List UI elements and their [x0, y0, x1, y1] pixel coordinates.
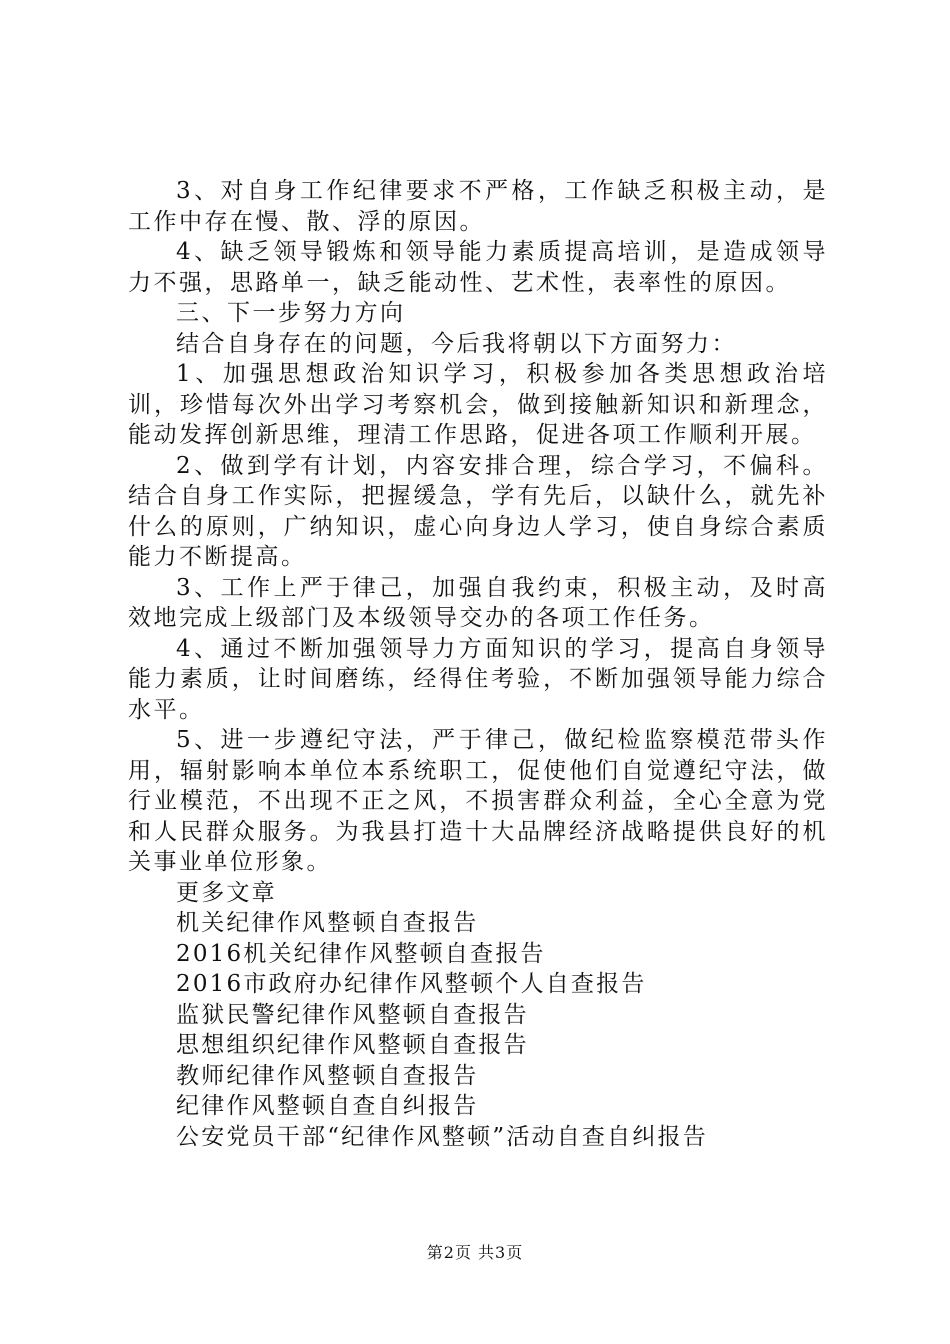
more-article-link[interactable]: 纪律作风整顿自查自纠报告: [176, 1093, 479, 1119]
paragraph-effort-2: 2、做到学有计划，内容安排合理，综合学习，不偏科。结合自身工作实际，把握缓急，学有先后，以缺什么，就先补什么的原则，广纳知识，虚心向身边人学习，使自身综合素质能力不断提高。: [128, 452, 828, 570]
more-article-link[interactable]: 2016市政府办纪律作风整顿个人自查报告: [176, 971, 647, 997]
more-article-link[interactable]: 公安党员干部“纪律作风整顿”活动自查自纠报告: [176, 1123, 708, 1150]
paragraph-effort-4: 4、通过不断加强领导力方面知识的学习，提高自身领导能力素质，让时间磨练，经得住考验，不断加强领导能力综合水平。: [128, 635, 828, 723]
paragraph-leadership-reason: 4、缺乏领导锻炼和领导能力素质提高培训，是造成领导力不强，思路单一，缺乏能动性、艺术性，表率性的原因。: [128, 239, 828, 296]
paragraph-effort-1: 1、加强思想政治知识学习，积极参加各类思想政治培训，珍惜每次外出学习考察机会，做到接触新知识和新理念，能动发挥创新思维，理清工作思路，促进各项工作顺利开展。: [128, 361, 828, 448]
document-body: [128, 176, 828, 1152]
section-heading-next-steps: 三、下一步努力方向: [176, 300, 406, 326]
paragraph-effort-5: 5、进一步遵纪守法，严于律己，做纪检监察模范带头作用，辐射影响本单位本系统职工，促使他们自觉遵纪守法，做行业模范，不出现不正之风，不损害群众利益，全心全意为党和人民群众服务。为我县打造十大品牌经济战略提供良好的机关事业单位形象。: [128, 727, 828, 875]
more-articles-list: [128, 908, 828, 1152]
more-article-link[interactable]: 思想组织纪律作风整顿自查报告: [176, 1032, 529, 1058]
more-article-link[interactable]: 教师纪律作风整顿自查报告: [176, 1062, 479, 1089]
more-article-link[interactable]: 机关纪律作风整顿自查报告: [176, 910, 479, 936]
more-articles-heading: 更多文章: [176, 879, 277, 906]
paragraph-discipline-reason: 3、对自身工作纪律要求不严格，工作缺乏积极主动，是工作中存在慢、散、浮的原因。: [128, 178, 828, 235]
more-article-link[interactable]: 监狱民警纪律作风整顿自查报告: [176, 1001, 529, 1028]
paragraph-intro-efforts: 结合自身存在的问题，今后我将朝以下方面努力：: [176, 330, 737, 357]
more-article-link[interactable]: 2016机关纪律作风整顿自查报告: [176, 940, 546, 967]
paragraph-effort-3: 3、工作上严于律己，加强自我约束，积极主动，及时高效地完成上级部门及本级领导交办的各项工作任务。: [128, 574, 828, 631]
page-number-footer: 第2页 共3页: [426, 1243, 524, 1262]
